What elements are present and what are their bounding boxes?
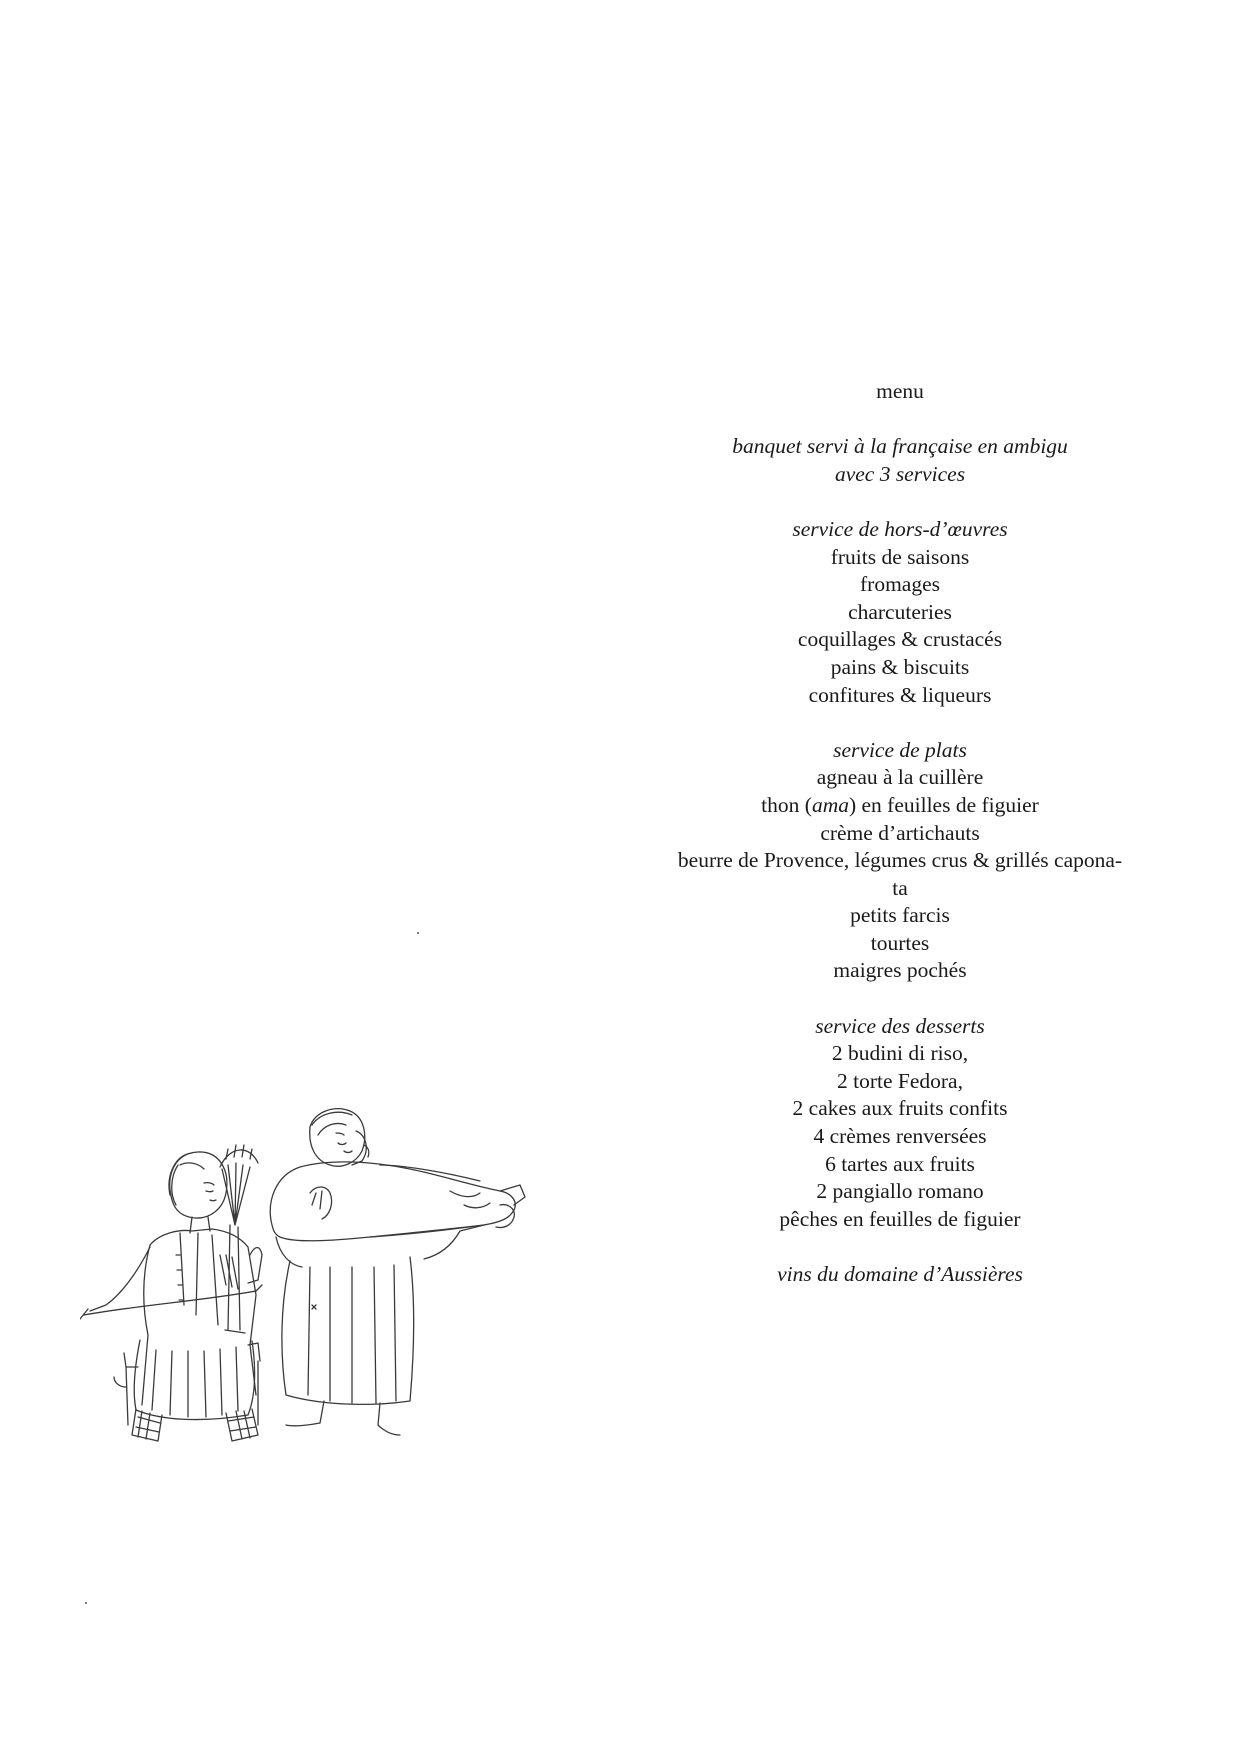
musicians-illustration (80, 1105, 580, 1545)
menu-item: 2 torte Fedora, (837, 1068, 963, 1093)
menu-item: ta (892, 875, 908, 900)
menu-item: beurre de Provence, légumes crus & grillés capona- (677, 848, 1123, 873)
menu-item: pains & biscuits (830, 654, 970, 679)
service-heading-desserts: service des desserts (815, 1013, 985, 1038)
menu-item: 2 cakes aux fruits confits (792, 1096, 1008, 1121)
menu-item: agneau à la cuillère (816, 765, 984, 790)
wine-footer: vins du domaine d’Aussières (777, 1262, 1023, 1286)
menu-item: 4 crèmes renversées (813, 1124, 987, 1149)
menu-item: confitures & liqueurs (808, 682, 992, 707)
menu-item: maigres pochés (833, 958, 967, 983)
menu-item: petits farcis (850, 903, 950, 928)
menu-item: crème d’artichauts (820, 820, 980, 845)
service-heading-plats: service de plats (833, 737, 967, 762)
seated-musician (80, 1145, 262, 1441)
service-heading-hors-doeuvres: service de hors-d’œuvres (792, 516, 1008, 541)
intro-line-2: avec 3 services (834, 461, 966, 486)
menu-title: menu (876, 379, 924, 403)
menu-item: 2 budini di riso, (831, 1041, 969, 1066)
menu-item: fromages (860, 572, 940, 597)
menu-item: tourtes (870, 930, 930, 955)
menu-item: coquillages & crustacés (797, 627, 1003, 652)
speck (417, 932, 419, 934)
menu-item: 2 pangiallo romano (816, 1179, 984, 1204)
menu-item: pêches en feuilles de figuier (779, 1206, 1021, 1231)
menu-item: 6 tartes aux fruits (825, 1151, 975, 1176)
intro-line-1: banquet servi à la française en ambigu (732, 434, 1068, 459)
standing-musician (270, 1109, 525, 1435)
menu-item: charcuteries (848, 599, 952, 624)
menu-text (660, 378, 1140, 1289)
menu-item: fruits de saisons (830, 544, 970, 569)
speck (85, 1602, 87, 1604)
musicians-drawing (80, 1105, 580, 1545)
menu-item-thon: thon (ama) en feuilles de figuier (761, 792, 1039, 817)
